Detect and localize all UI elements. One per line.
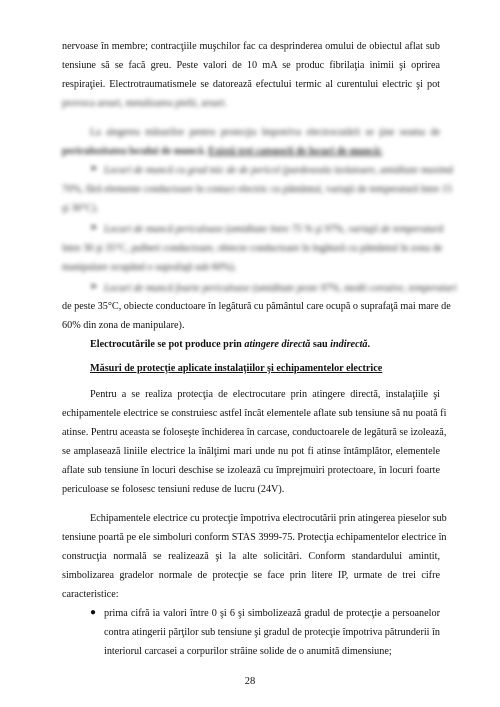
- list-item-line: contra atingerii părţilor sub tensiune şi gradul de protecţie împotriva pătrunderii în: [104, 627, 440, 638]
- page-number: 28: [244, 676, 256, 687]
- text-line: simbolizarea gradelor normale de protecţie se face prin litere IP, urmate de trei cifre: [62, 570, 440, 581]
- arrow-bullet-icon: ➤: [90, 281, 98, 291]
- text-line: periculoase se folosesc tensiuni reduse de lucru (24V).: [62, 484, 285, 495]
- text-line: nervoase în membre; contracţiile muşchilor fac ca desprinderea omului de obiectul aflat sub: [62, 41, 440, 52]
- bullet-dot-icon: ●: [90, 607, 97, 618]
- blurred-line: provoca arsuri, metalizarea pielii, arsuri.: [62, 98, 227, 109]
- blurred-line: [62, 145, 440, 158]
- blurred-line: între 30 şi 35°C, pulberi conductoare, obiecte conductoare în legătură cu pământul în zona de: [62, 243, 443, 254]
- text-line: construcţia normală se realizează şi la alte solicitări. Conform standardului amintit,: [62, 551, 440, 562]
- direct-term: atingere directă: [244, 339, 311, 350]
- text-line: se amplasează liniile electrice la înălţimi mari unde nu pot fi atinse întâmplător, elementele: [62, 446, 440, 457]
- blurred-line: şi 30°C).: [62, 203, 99, 214]
- text-line: 60% din zona de manipulare).: [62, 320, 185, 331]
- text-line: respiraţiei. Electrotraumatismele se datorează efectului termic al curentului electric şi pot: [62, 79, 440, 90]
- list-item-line: prima cifră ia valori între 0 şi 6 şi simbolizează gradul de protecţie a persoanelor: [104, 608, 440, 619]
- sentence-end: .: [367, 339, 371, 350]
- electrocution-sentence: [90, 338, 440, 351]
- text-line: de peste 35°C, obiecte conductoare în legătură cu pământul care ocupă o suprafaţă mai mare de: [62, 301, 451, 312]
- blurred-line: manipulare ocupând o suprafaţă sub 60%).: [62, 262, 237, 273]
- blurred-line: Locuri de muncă cu grad mic de de pericol (pardoseala izolatoare, umiditate maximă: [104, 165, 454, 176]
- blurred-line: Locuri de muncă foarte periculoase (umiditate peste 97%, medii corozive, temperaturi: [104, 283, 457, 294]
- arrow-bullet-icon: ➤: [90, 222, 98, 232]
- sentence-middle: sau: [312, 339, 328, 350]
- text-line: Pentru a se realiza protecţia de electrocutare prin atingere directă, instalaţiile şi: [90, 389, 440, 400]
- text-line: caracteristice:: [62, 589, 119, 600]
- blurred-text: periculozitatea locului de muncă.: [62, 146, 206, 157]
- blurred-line: La alegerea măsurilor pentru protecţia împotriva electrocutării se ţine seama de: [90, 127, 440, 138]
- sentence-prefix: Electrocutările se pot produce prin: [90, 339, 242, 350]
- section-heading: Măsuri de protecţie aplicate instalaţiilor şi echipamentelor electrice: [90, 363, 383, 374]
- blurred-text: Există trei categorii de locuri de muncă:: [208, 146, 383, 157]
- text-line: tensiune poartă pe ele simboluri conform STAS 3999-75. Protecţia echipamentelor electrice în: [62, 532, 447, 543]
- list-item-line: interiorul carcasei a corpurilor străine solide de o anumită dimensiune;: [104, 646, 392, 657]
- indirect-term: indirectă: [330, 339, 368, 350]
- text-line: tensiune să se facă greu. Peste valori de 10 mA se produc fibrilaţia inimii şi oprirea: [62, 60, 440, 71]
- text-line: Echipamentele electrice cu protecţie împotriva electrocutării prin atingerea pieselor sub: [90, 513, 447, 524]
- arrow-bullet-icon: ➤: [90, 163, 98, 173]
- text-line: echipamentele electrice se construiesc astfel încât elementele aflate sub tensiune să nu poată fi: [62, 408, 447, 419]
- blurred-line: 70%, fără elemente conductoare în contact electric cu pământul, variaţii de temperatură între 15: [62, 184, 453, 195]
- text-line: atinse. Pentru aceasta se foloseşte închiderea în carcase, conductoarele de legătură se izolează,: [62, 427, 447, 438]
- text-line: aflate sub tensiune în locuri deschise se izolează cu împrejmuiri protectoare, în locuri foarte: [62, 465, 440, 476]
- blurred-line: Locuri de muncă periculoase (umiditate între 75 % şi 97%, variaţii de temperatură: [104, 224, 444, 235]
